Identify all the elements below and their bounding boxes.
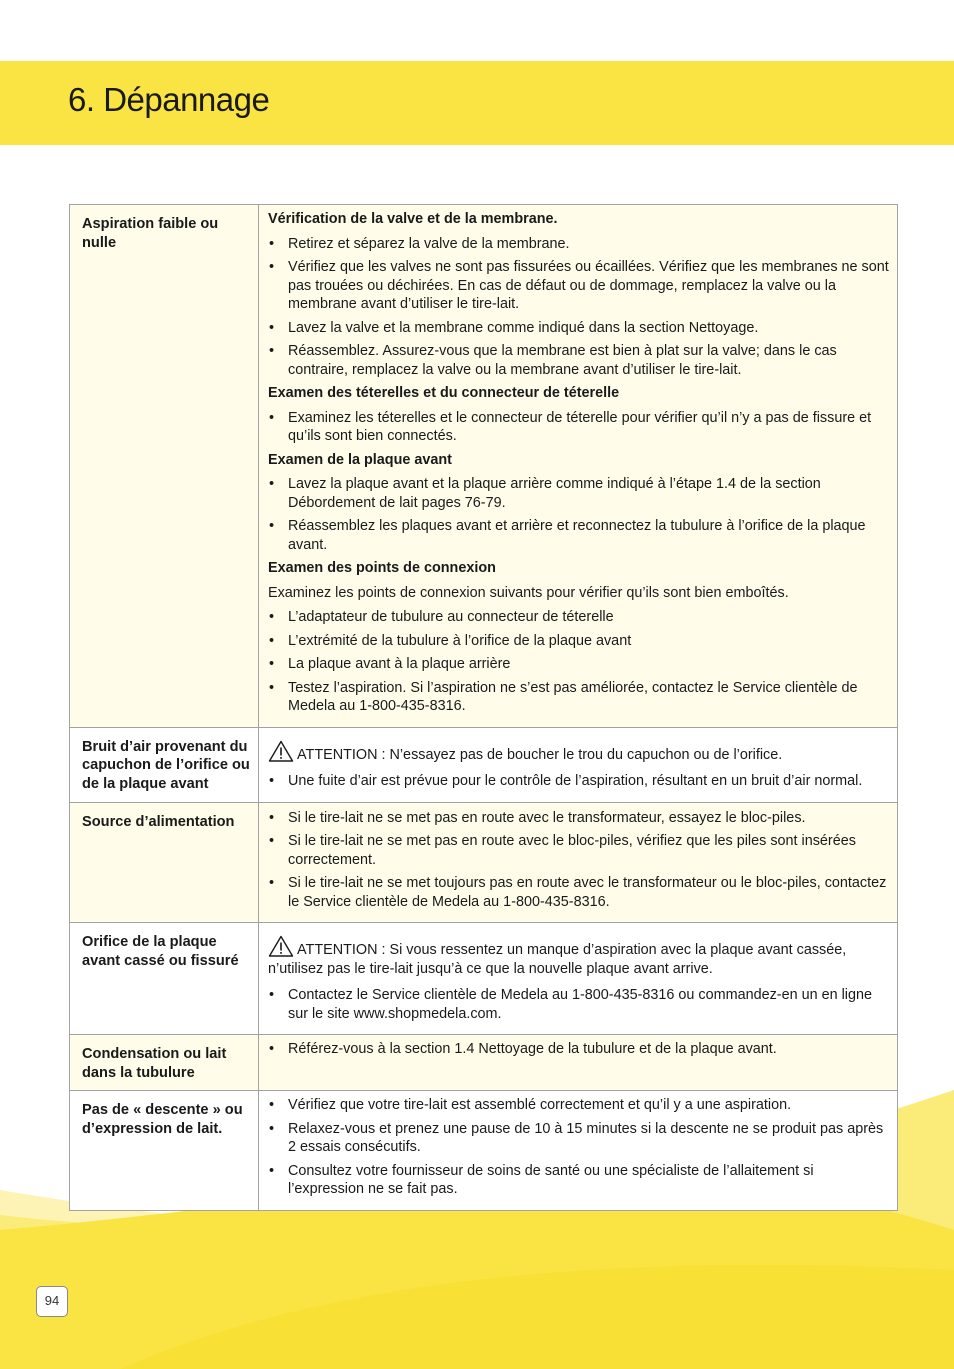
problem-cell: Source d’alimentation: [70, 802, 259, 923]
warning-note: [268, 740, 891, 765]
list-item: • Examinez les téterelles et le connecteur de téterelle pour vérifier qu’il n’y a pas de fissure et qu’ils sont bien connectés.: [268, 409, 891, 446]
problem-cell: Bruit d’air provenant du capuchon de l’orifice ou de la plaque avant: [70, 727, 259, 802]
problem-cell: Condensation ou lait dans la tubulure: [70, 1035, 259, 1091]
solution-cell: [259, 1035, 898, 1091]
warning-triangle-icon: [268, 935, 294, 957]
list-item: • Si le tire-lait ne se met toujours pas en route avec le transformateur ou le bloc-piles, contactez le Service clientèle de Medela au 1-800-435-8316.: [268, 874, 891, 911]
list-item: • Si le tire-lait ne se met pas en route avec le transformateur, essayez le bloc-piles.: [268, 809, 891, 828]
list-item: • Vérifiez que les valves ne sont pas fissurées ou écaillées. Vérifiez que les membranes ne sont pas trouées ou déchirées. En cas de défaut ou de dommage, remplacez la valve ou la membrane avant d’utiliser le tire-lait.: [268, 258, 891, 314]
table-row: [70, 1035, 898, 1091]
problem-cell: Aspiration faible ou nulle: [70, 205, 259, 728]
list-item: • L’adaptateur de tubulure au connecteur de téterelle: [268, 608, 891, 627]
list-item: • Une fuite d’air est prévue pour le contrôle de l’aspiration, résultant en un bruit d’air normal.: [268, 772, 891, 791]
warning-text: ATTENTION : Si vous ressentez un manque d’aspiration avec la plaque avant cassée, n’utilisez pas le tire-lait jusqu’à ce que la nouvelle plaque avant arrive.: [268, 942, 847, 977]
section-title: Vérification de la valve et de la membrane.: [268, 211, 558, 227]
bullet-list: [268, 986, 891, 1023]
list-item: • Relaxez-vous et prenez une pause de 10 à 15 minutes si la descente ne se produit pas après 2 essais consécutifs.: [268, 1120, 891, 1157]
list-item: • Contactez le Service clientèle de Medela au 1-800-435-8316 ou commandez-en un en ligne sur le site www.shopmedela.com.: [268, 986, 891, 1023]
bullet-list: [268, 608, 891, 716]
solution-cell: [259, 727, 898, 802]
table-row: [70, 727, 898, 802]
table-row: [70, 1091, 898, 1211]
warning-triangle-icon: [268, 740, 294, 762]
bullet-list: [268, 772, 891, 791]
list-item: • Lavez la plaque avant et la plaque arrière comme indiqué à l’étape 1.4 de la section Débordement de lait pages 76-79.: [268, 475, 891, 512]
list-item: • La plaque avant à la plaque arrière: [268, 655, 891, 674]
problem-cell: Pas de « descente » ou d’expression de lait.: [70, 1091, 259, 1211]
page-number: 94: [36, 1286, 68, 1317]
solution-cell: [259, 205, 898, 728]
list-item: • Consultez votre fournisseur de soins de santé ou une spécialiste de l’allaitement si l’expression ne se fait pas.: [268, 1162, 891, 1199]
troubleshooting-table: [69, 204, 898, 1211]
list-item: • Lavez la valve et la membrane comme indiqué dans la section Nettoyage.: [268, 319, 891, 338]
bullet-list: [268, 809, 891, 912]
bullet-list: [268, 409, 891, 446]
table-row: [70, 923, 898, 1035]
warning-text: ATTENTION : N’essayez pas de boucher le trou du capuchon ou de l’orifice.: [297, 746, 783, 763]
page-title: 6. Dépannage: [68, 81, 270, 118]
bullet-list: [268, 1040, 891, 1059]
section-title: Examen de la plaque avant: [268, 451, 452, 468]
solution-cell: [259, 923, 898, 1035]
list-item: • Si le tire-lait ne se met pas en route avec le bloc-piles, vérifiez que les piles sont insérées correctement.: [268, 832, 891, 869]
table-row: [70, 205, 898, 728]
solution-cell: [259, 802, 898, 923]
solution-cell: [259, 1091, 898, 1211]
list-item: • L’extrémité de la tubulure à l’orifice de la plaque avant: [268, 632, 891, 651]
bullet-list: [268, 235, 891, 380]
list-item: • Retirez et séparez la valve de la membrane.: [268, 235, 891, 254]
section-title: Examen des téterelles et du connecteur de téterelle: [268, 385, 620, 401]
problem-cell: Orifice de la plaque avant cassé ou fissuré: [70, 923, 259, 1035]
list-item: • Vérifiez que votre tire-lait est assemblé correctement et qu’il y a une aspiration.: [268, 1096, 891, 1115]
bullet-list: [268, 1096, 891, 1199]
list-item: • Testez l’aspiration. Si l’aspiration ne s’est pas améliorée, contactez le Service clientèle de Medela au 1-800-435-8316.: [268, 679, 891, 716]
section-title: Examen des points de connexion: [268, 560, 496, 576]
warning-note: [268, 935, 891, 978]
list-item: • Réassemblez les plaques avant et arrière et reconnectez la tubulure à l’orifice de la plaque avant.: [268, 517, 891, 554]
table-row: [70, 802, 898, 923]
section-intro: Examinez les points de connexion suivants pour vérifier qu’ils sont bien emboîtés.: [268, 584, 789, 601]
list-item: • Réassemblez. Assurez-vous que la membrane est bien à plat sur la valve; dans le cas contraire, remplacez la valve ou la membrane avant d’utiliser le tire-lait.: [268, 342, 891, 379]
bullet-list: [268, 475, 891, 554]
list-item: • Référez-vous à la section 1.4 Nettoyage de la tubulure et de la plaque avant.: [268, 1040, 891, 1059]
